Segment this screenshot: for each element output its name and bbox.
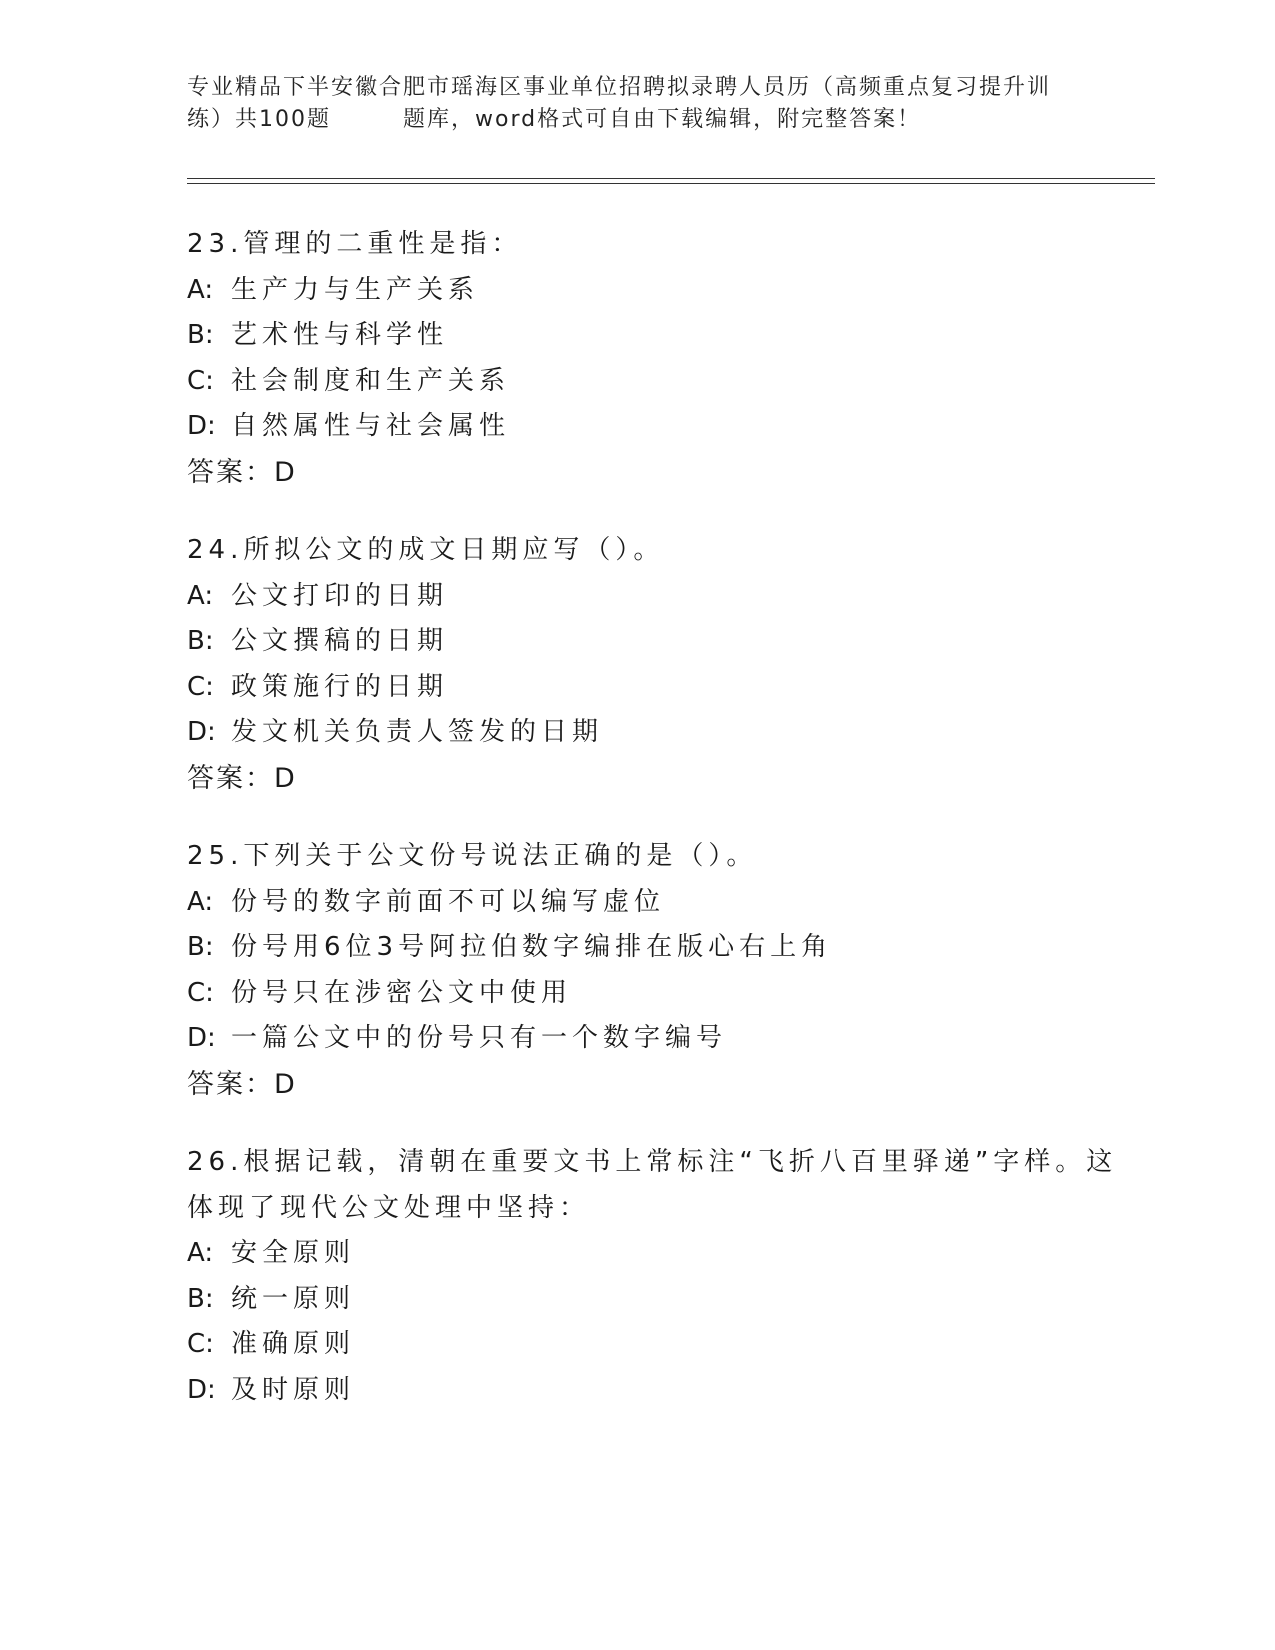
option-key: A: [187,1238,214,1268]
option-a [187,880,1087,926]
option-d [187,404,1087,450]
option-key: D: [187,1374,216,1405]
option-b [187,313,1087,359]
question-stem: 24.所拟公文的成文日期应写（）。 [187,535,665,565]
option-key: A: [187,886,214,917]
option-d [187,710,1087,756]
option-a [187,574,1087,620]
option-c [187,359,1087,405]
header-divider-top [187,178,1155,179]
option-key: B: [187,626,214,656]
option-b [187,1277,1087,1323]
answer-line: 答案：D [187,762,297,794]
header-title-line1: 专业精品下半安徽合肥市瑶海区事业单位招聘拟录聘人员历（高频重点复习提升训 [187,75,1052,100]
option-text: 份号只在涉密公文中使用 [231,977,573,1008]
option-b [187,925,1087,971]
option-a [187,1231,1087,1277]
header-title-line2-end: 题库，word格式可自由下载编辑，附完整答案！ [403,107,922,132]
option-text: 生产力与生产关系 [231,274,480,305]
option-text: 发文机关负责人签发的日期 [231,717,604,747]
question-stem-line1: 26.根据记载，清朝在重要文书上常标注“飞折八百里驿递”字样。这 [187,1147,1118,1177]
option-key: A: [187,580,214,611]
header-divider-bottom [187,183,1155,184]
question-25 [187,834,1087,1107]
option-text: 政策施行的日期 [231,671,449,702]
option-key: D: [187,411,216,441]
document-header [187,72,1087,136]
question-stem-line2: 体现了现代公文处理中坚持： [187,1192,591,1223]
option-text: 准确原则 [231,1329,356,1359]
option-c [187,1322,1087,1368]
option-key: B: [187,932,214,962]
option-text: 公文打印的日期 [231,580,449,611]
option-text: 及时原则 [231,1374,356,1405]
option-key: D: [187,717,216,747]
option-key: C: [187,977,214,1008]
question-26 [187,1140,1118,1413]
option-key: B: [187,320,214,350]
option-d [187,1368,1087,1414]
option-text: 自然属性与社会属性 [231,411,511,441]
option-key: C: [187,1329,214,1359]
option-key: A: [187,274,214,305]
option-text: 公文撰稿的日期 [231,626,449,656]
option-key: C: [187,671,214,702]
header-title-line2 [187,104,1087,136]
answer-line: 答案：D [187,456,297,488]
option-text: 一篇公文中的份号只有一个数字编号 [231,1023,728,1053]
question-24 [187,528,1087,801]
option-key: B: [187,1283,214,1314]
option-text: 安全原则 [231,1238,356,1268]
option-key: C: [187,365,214,396]
option-c [187,665,1087,711]
answer-line: 答案：D [187,1068,297,1100]
option-text: 统一原则 [231,1283,356,1314]
option-d [187,1016,1087,1062]
header-title-line2-start: 练）共100题 [187,107,331,132]
option-text: 社会制度和生产关系 [231,365,511,396]
option-text: 艺术性与科学性 [231,320,449,350]
question-23 [187,222,1087,495]
option-b [187,619,1087,665]
option-key: D: [187,1023,216,1053]
option-text: 份号的数字前面不可以编写虚位 [231,886,666,917]
option-text: 份号用6位3号阿拉伯数字编排在版心右上角 [231,932,833,962]
question-stem: 25.下列关于公文份号说法正确的是（）。 [187,841,758,871]
option-c [187,971,1087,1017]
option-a [187,268,1087,314]
question-stem: 23.管理的二重性是指： [187,229,523,259]
